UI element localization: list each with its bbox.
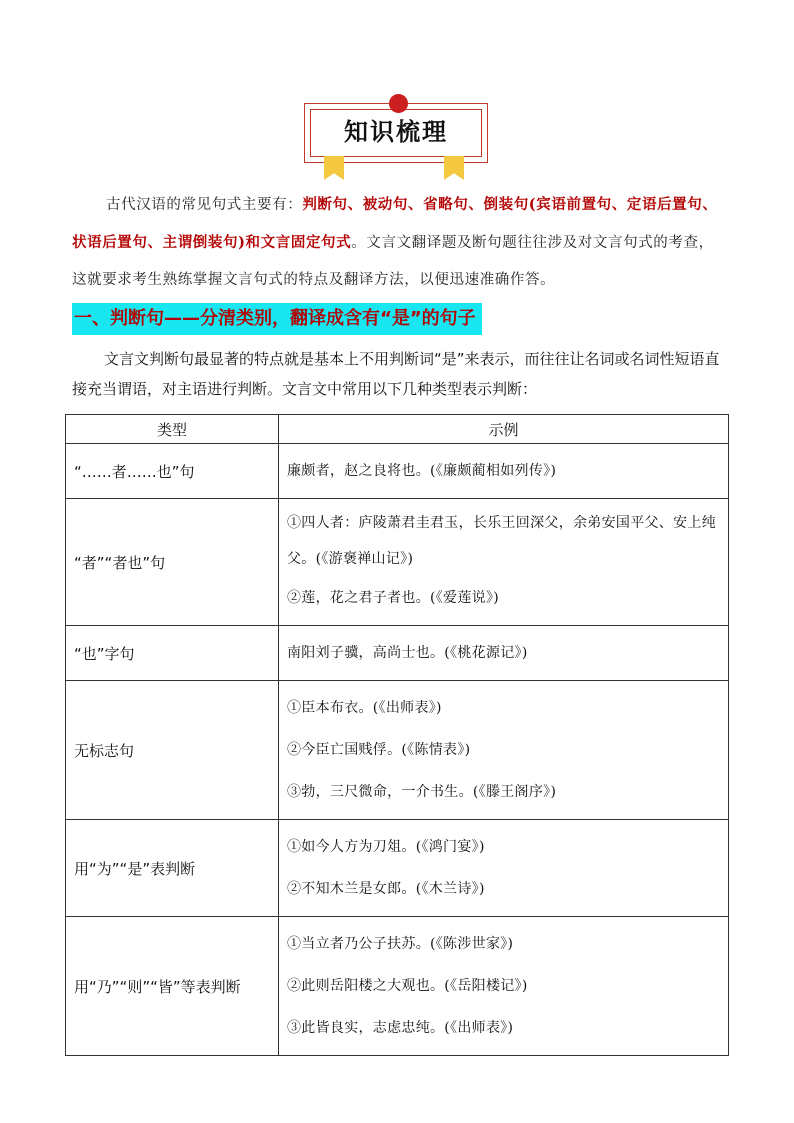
intro-paragraph: [72, 186, 722, 299]
row-examples: [279, 681, 729, 820]
title-banner: [304, 103, 488, 163]
intro-prefix: 古代汉语的常见句式主要有：: [106, 197, 303, 213]
body-paragraph: 文言文判断句最显著的特点就是基本上不用判断词“是”来表示，而往往让名词或名词性短语直接充当谓语，对主语进行判断。文言文中常用以下几种类型表示判断：: [72, 350, 720, 398]
row-type: “……者……也”句: [66, 444, 279, 499]
example-line: ②不知木兰是女郎。(《木兰诗》): [287, 881, 485, 897]
example-line: ②莲，花之君子者也。(《爱莲说》): [287, 590, 500, 606]
table-row: [66, 626, 729, 681]
sentence-type-table: [65, 414, 729, 1056]
example-line: ③勃，三尺微命，一介书生。(《滕王阁序》): [287, 784, 557, 800]
ribbon-left-icon: [324, 156, 344, 180]
ribbon-right-icon: [444, 156, 464, 180]
banner-title: 知识梳理: [344, 118, 448, 146]
table-row: [66, 444, 729, 499]
example-line: ①如今人方为刀俎。(《鸿门宴》): [287, 839, 485, 855]
table-row: [66, 917, 729, 1056]
table-row: [66, 681, 729, 820]
row-type: 用“为”“是”表判断: [66, 820, 279, 917]
example-line: 南阳刘子骥，高尚士也。(《桃花源记》): [287, 645, 528, 661]
pin-icon: [389, 94, 408, 113]
table-row: [66, 499, 729, 626]
header-example: 示例: [279, 415, 729, 444]
table-header-row: [66, 415, 729, 444]
example-line: ③此皆良实，志虑忠纯。(《出师表》): [287, 1020, 514, 1036]
table-row: [66, 820, 729, 917]
example-line: ①臣本布衣。(《出师表》): [287, 700, 442, 716]
example-line: ①四人者：庐陵萧君圭君玉，长乐王回深父，余弟安国平父、安上纯父。(《游褒禅山记》): [287, 515, 716, 567]
row-type: 无标志句: [66, 681, 279, 820]
row-examples: [279, 917, 729, 1056]
example-line: ②今臣亡国贱俘。(《陈情表》): [287, 742, 471, 758]
intro-highlight: 判断句、被动句、省略句、倒装句(宾语前置句、定语后置句、状语后置句、主谓倒装句)和文言固定句式: [72, 196, 718, 251]
header-type: 类型: [66, 415, 279, 444]
row-examples: [279, 499, 729, 626]
intro-suffix: 。文言文翻译题及断句题往往涉及对文言句式的考查，这就要求考生熟练掌握文言句式的特点及翻译方法，以便迅速准确作答。: [72, 235, 714, 288]
row-type: “者”“者也”句: [66, 499, 279, 626]
row-type: “也”字句: [66, 626, 279, 681]
row-examples: [279, 626, 729, 681]
section-heading: 一、判断句——分清类别，翻译成含有“是”的句子: [72, 303, 482, 335]
example-line: ①当立者乃公子扶苏。(《陈涉世家》): [287, 936, 514, 952]
example-line: ②此则岳阳楼之大观也。(《岳阳楼记》): [287, 978, 528, 994]
row-examples: [279, 444, 729, 499]
row-examples: [279, 820, 729, 917]
example-line: 廉颇者，赵之良将也。(《廉颇蔺相如列传》): [287, 463, 557, 479]
row-type: 用“乃”“则”“皆”等表判断: [66, 917, 279, 1056]
